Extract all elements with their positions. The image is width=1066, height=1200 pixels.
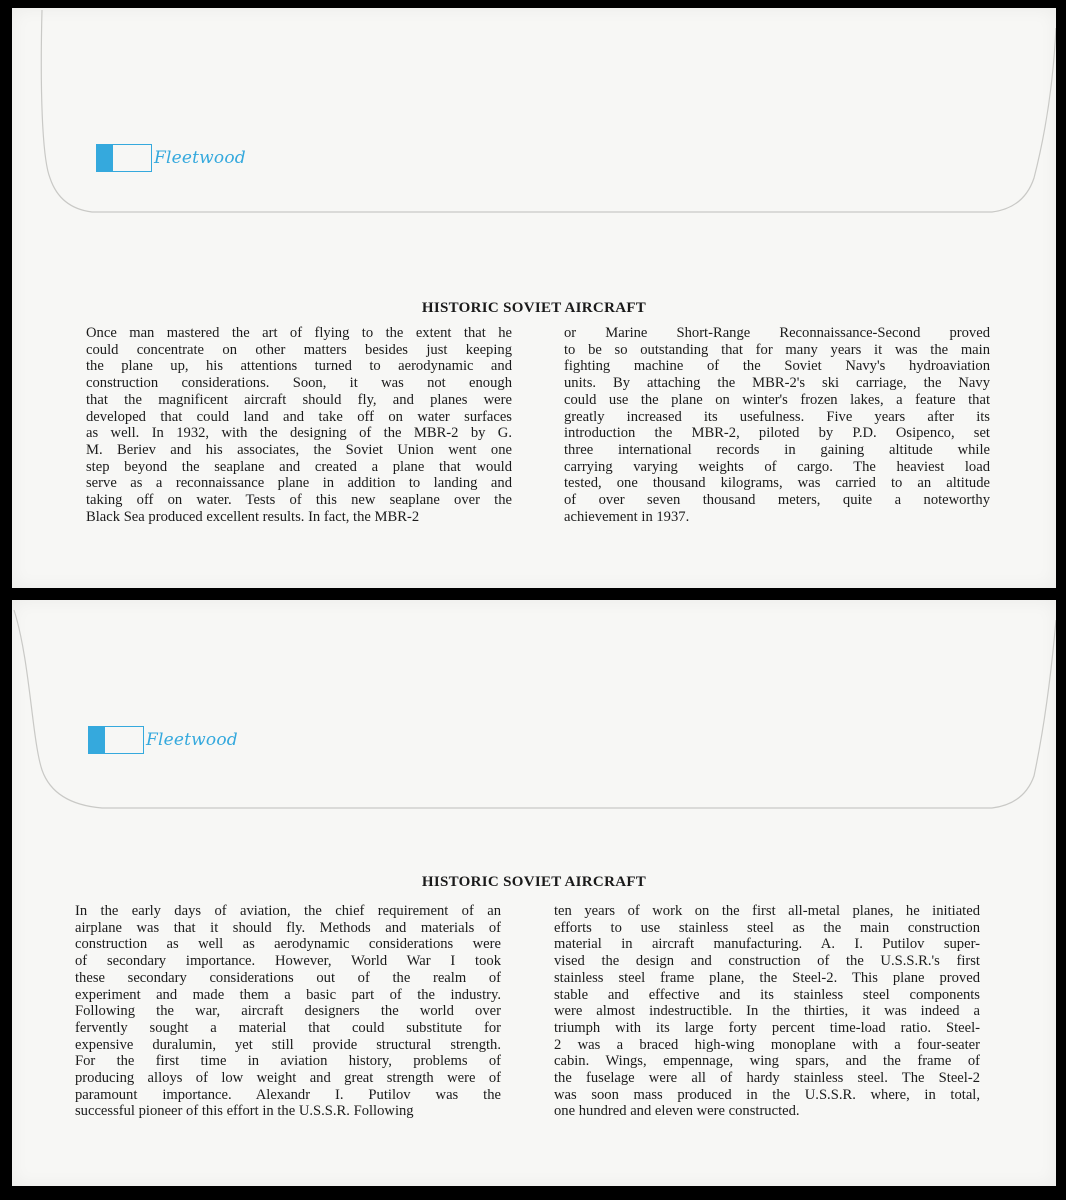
text-line: M. Beriev and his associates, the Soviet Union went one xyxy=(86,441,512,458)
text-line: or Marine Short-Range Reconnaissance-Second proved xyxy=(564,325,990,341)
text-line: construction considerations. Soon, it was not enough xyxy=(86,375,512,392)
text-line: units. By attaching the MBR-2's ski carriage, the Navy xyxy=(564,375,990,392)
envelope-cover-2 xyxy=(12,600,1056,1186)
logo-box-icon xyxy=(88,726,144,754)
text-line: successful pioneer of this effort in the U.S.S.R. Following xyxy=(75,1103,414,1120)
text-line: cabin. Wings, empennage, wing spars, and the frame of xyxy=(554,1053,980,1070)
text-line: construction as well as aerodynamic considerations were xyxy=(75,936,501,953)
text-line: serve as a reconnaissance plane in addition to landing and xyxy=(86,475,512,492)
text-line: one hundred and eleven were constructed. xyxy=(554,1103,800,1120)
text-line: was soon mass produced in the U.S.S.R. where, in total, xyxy=(554,1086,980,1103)
text-line: could use the plane on winter's frozen lakes, a feature that xyxy=(564,391,990,408)
text-line: For the first time in aviation history, problems of xyxy=(75,1053,501,1070)
text-line: taking off on water. Tests of this new seaplane over the xyxy=(86,492,512,509)
cover-title: HISTORIC SOVIET AIRCRAFT xyxy=(421,300,647,316)
text-line: that the magnificent aircraft should fly, and planes were xyxy=(86,391,512,408)
text-line: Once man mastered the art of flying to the extent that he xyxy=(86,325,512,341)
text-line: were almost indestructible. In the thirties, it was indeed a xyxy=(554,1003,980,1020)
text-line: greatly increased its usefulness. Five years after its xyxy=(564,408,990,425)
logo-text: Fleetwood xyxy=(154,148,246,168)
text-column-left xyxy=(86,325,512,525)
text-line: the plane up, his attentions turned to aerodynamic and xyxy=(86,358,512,375)
text-line: experiment and made them a basic part of the industry. xyxy=(75,986,501,1003)
text-line: carrying varying weights of cargo. The heaviest load xyxy=(564,458,990,475)
text-line: ten years of work on the first all-metal planes, he initiated xyxy=(554,903,980,919)
text-line: as well. In 1932, with the designing of the MBR-2 by G. xyxy=(86,425,512,442)
text-line: stainless steel frame plane, the Steel-2. This plane proved xyxy=(554,969,980,986)
text-line: step beyond the seaplane and created a plane that would xyxy=(86,458,512,475)
text-line: airplane was that it should fly. Methods and materials of xyxy=(75,919,501,936)
text-line: these secondary considerations out of the realm of xyxy=(75,969,501,986)
text-line: 2 was a braced high-wing monoplane with a four-seater xyxy=(554,1036,980,1053)
fleetwood-logo xyxy=(88,726,238,754)
text-line: the fuselage were all of hardy stainless steel. The Steel-2 xyxy=(554,1070,980,1087)
text-line: stable and effective and its stainless steel components xyxy=(554,986,980,1003)
logo-text: Fleetwood xyxy=(146,730,238,750)
text-column-left xyxy=(75,903,501,1120)
text-line: introduction the MBR-2, piloted by P.D. Osipenco, set xyxy=(564,425,990,442)
envelope-cover-1 xyxy=(12,8,1056,588)
text-line: producing alloys of low weight and great strength were of xyxy=(75,1070,501,1087)
text-line: developed that could land and take off on water surfaces xyxy=(86,408,512,425)
text-line: expensive duralumin, yet still provide structural strength. xyxy=(75,1036,501,1053)
text-column-right xyxy=(564,325,990,525)
text-line: Following the war, aircraft designers the world over xyxy=(75,1003,501,1020)
text-line: vised the design and construction of the U.S.S.R.'s first xyxy=(554,953,980,970)
text-line: triumph with its large forty percent time-load ratio. Steel- xyxy=(554,1019,980,1036)
fleetwood-logo xyxy=(96,144,246,172)
text-line: of over seven thousand meters, quite a noteworthy xyxy=(564,492,990,509)
text-line: three international records in gaining altitude while xyxy=(564,441,990,458)
text-line: tested, one thousand kilograms, was carried to an altitude xyxy=(564,475,990,492)
text-column-right xyxy=(554,903,980,1120)
text-line: efforts to use stainless steel as the main construction xyxy=(554,919,980,936)
text-line: In the early days of aviation, the chief requirement of an xyxy=(75,903,501,919)
text-line: achievement in 1937. xyxy=(564,508,690,525)
text-line: paramount importance. Alexandr I. Putilov was the xyxy=(75,1086,501,1103)
text-line: Black Sea produced excellent results. In fact, the MBR-2 xyxy=(86,508,420,525)
text-line: of secondary importance. However, World War I took xyxy=(75,953,501,970)
cover-title: HISTORIC SOVIET AIRCRAFT xyxy=(421,874,647,890)
text-line: material in aircraft manufacturing. A. I. Putilov super- xyxy=(554,936,980,953)
text-line: could concentrate on other matters besides just keeping xyxy=(86,341,512,358)
text-line: fervently sought a material that could substitute for xyxy=(75,1019,501,1036)
logo-box-icon xyxy=(96,144,152,172)
text-line: to be so outstanding that for many years it was the main xyxy=(564,341,990,358)
text-line: fighting machine of the Soviet Navy's hydroaviation xyxy=(564,358,990,375)
